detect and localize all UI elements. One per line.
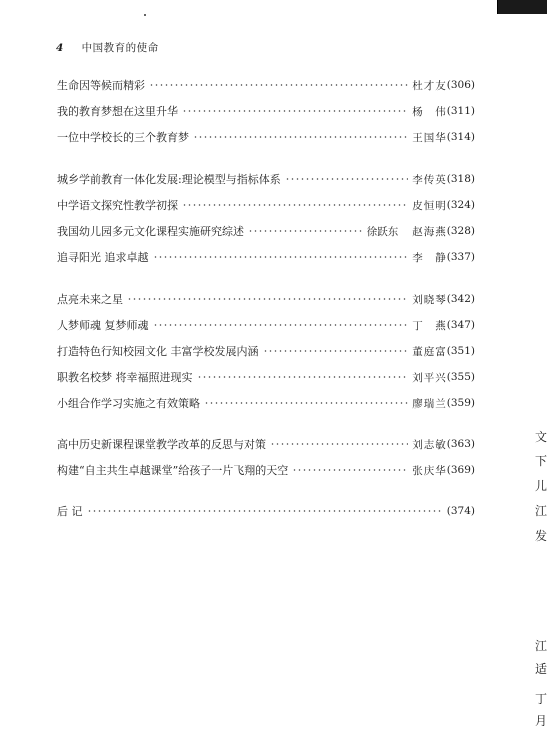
entry-page: (347) xyxy=(446,319,475,331)
entry-page: (337) xyxy=(446,251,475,263)
dot-leader xyxy=(149,80,408,90)
entry-author: 赵海燕 xyxy=(412,225,447,238)
bleed-char: 江 xyxy=(535,639,547,653)
entry-page: (328) xyxy=(446,225,475,237)
toc-entry xyxy=(57,342,475,360)
entry-title: 后 记 xyxy=(57,505,83,518)
entry-title: 职教名校梦 将幸福照进现实 xyxy=(57,371,193,384)
entry-author: 丁 燕 xyxy=(412,319,447,332)
dot-leader xyxy=(182,106,408,116)
entry-coauthor: 徐跃东 xyxy=(366,225,399,238)
toc-entry xyxy=(57,76,475,94)
book-title: 中国教育的使命 xyxy=(81,42,159,54)
entry-title: 小组合作学习实施之有效策略 xyxy=(57,397,200,410)
page-number: 4 xyxy=(56,42,64,54)
entry-author: 李 静 xyxy=(412,251,447,264)
entry-title: 中学语文探究性教学初探 xyxy=(57,199,178,212)
dot-leader xyxy=(248,226,363,236)
dot-leader xyxy=(263,346,409,356)
entry-author: 杨 伟 xyxy=(412,105,447,118)
entry-title: 人梦师魂 复梦师魂 xyxy=(57,319,149,332)
entry-title: 打造特色行知校园文化 丰富学校发展内涵 xyxy=(57,345,259,358)
entry-author: 廖瑞兰 xyxy=(412,397,447,410)
toc-entry xyxy=(57,196,475,214)
entry-page: (374) xyxy=(446,505,475,517)
entry-title: 高中历史新课程课堂教学改革的反思与对策 xyxy=(57,438,266,451)
bleed-char: 下 xyxy=(535,454,547,468)
entry-author: 李传英 xyxy=(412,173,447,186)
toc-entry-afterword xyxy=(57,502,475,520)
dot-leader xyxy=(270,439,408,449)
entry-page: (306) xyxy=(446,79,475,91)
running-header xyxy=(56,40,159,55)
speck xyxy=(144,14,146,16)
entry-page: (351) xyxy=(446,345,475,357)
dot-leader xyxy=(285,174,409,184)
bleed-char: 丁 xyxy=(535,692,547,706)
toc-entry xyxy=(57,394,475,412)
dot-leader xyxy=(153,320,409,330)
entry-author: 杜才友 xyxy=(412,79,447,92)
toc-entry xyxy=(57,248,475,266)
entry-page: (359) xyxy=(446,397,475,409)
entry-author: 张庆华 xyxy=(412,464,447,477)
toc-entry xyxy=(57,170,475,188)
bleed-char: 适 xyxy=(535,662,547,676)
entry-author: 皮恒明 xyxy=(412,199,447,212)
dot-leader xyxy=(292,465,408,475)
entry-page: (314) xyxy=(446,131,475,143)
entry-title: 追寻阳光 追求卓越 xyxy=(57,251,149,264)
toc-entry xyxy=(57,102,475,120)
bleed-char: 儿 xyxy=(535,479,547,493)
entry-author: 王国华 xyxy=(412,131,447,144)
entry-author: 董庭富 xyxy=(412,345,447,358)
dot-leader xyxy=(153,252,409,262)
dot-leader xyxy=(127,294,408,304)
dot-leader xyxy=(182,200,408,210)
bleed-char: 江 xyxy=(535,504,547,518)
entry-author: 刘志敏 xyxy=(412,438,447,451)
dot-leader xyxy=(87,506,443,516)
toc-entry xyxy=(57,222,475,240)
entry-page: (342) xyxy=(446,293,475,305)
entry-title: 我国幼儿园多元文化课程实施研究综述 xyxy=(57,225,244,238)
toc-entry xyxy=(57,435,475,453)
entry-title: 一位中学校长的三个教育梦 xyxy=(57,131,189,144)
entry-page: (324) xyxy=(446,199,475,211)
entry-title: 我的教育梦想在这里升华 xyxy=(57,105,178,118)
toc-entry xyxy=(57,128,475,146)
entry-title: 构建“自主共生卓越课堂”给孩子一片飞翔的天空 xyxy=(57,464,289,477)
bleed-char: 发 xyxy=(535,529,547,543)
entry-author: 刘晓琴 xyxy=(412,293,447,306)
bleed-char: 月 xyxy=(535,714,547,728)
entry-title: 生命因等候而精彩 xyxy=(57,79,145,92)
entry-page: (311) xyxy=(446,105,475,117)
bleed-char: 文 xyxy=(535,430,547,444)
entry-title: 城乡学前教育一体化发展:理论模型与指标体系 xyxy=(57,173,281,186)
entry-page: (363) xyxy=(446,438,475,450)
toc-entry xyxy=(57,290,475,308)
dot-leader xyxy=(193,132,408,142)
entry-title: 点亮未来之星 xyxy=(57,293,123,306)
toc-entry xyxy=(57,368,475,386)
entry-page: (355) xyxy=(446,371,475,383)
dot-leader xyxy=(204,398,408,408)
entry-page: (318) xyxy=(446,173,475,185)
entry-page: (369) xyxy=(446,464,475,476)
toc-entry xyxy=(57,316,475,334)
entry-author: 刘平兴 xyxy=(412,371,447,384)
page-spine-shadow xyxy=(498,0,547,14)
toc-entry xyxy=(57,461,475,479)
dot-leader xyxy=(197,372,409,382)
